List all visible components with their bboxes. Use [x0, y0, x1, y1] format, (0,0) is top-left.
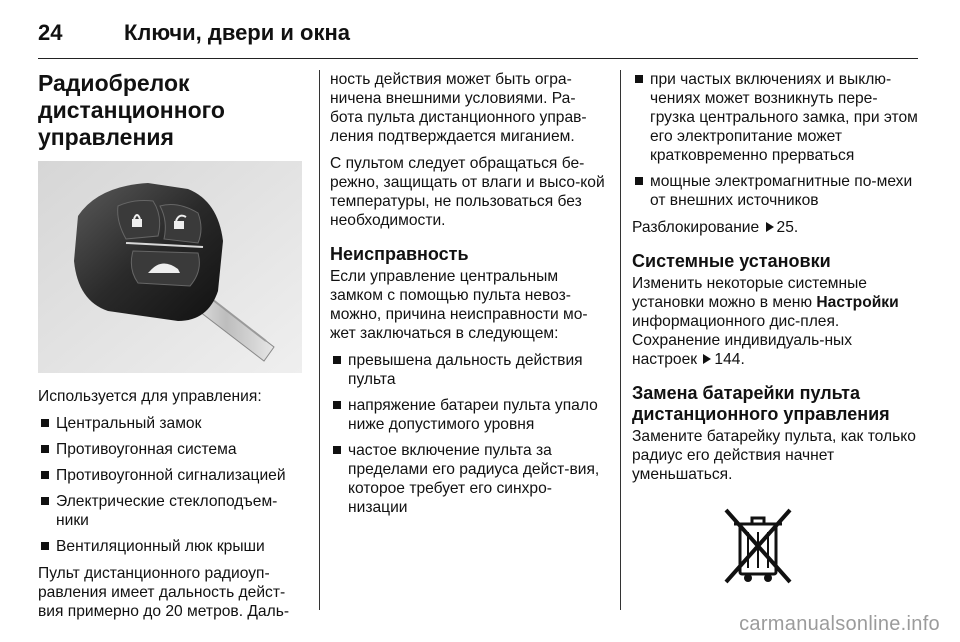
column-divider: [620, 70, 621, 610]
page-header: [38, 12, 918, 54]
battery-heading: Замена батарейки пульта дистанционного управления: [632, 383, 890, 424]
list-item: при частых включениях и выклю-чениях может возникнуть пере-грузка центрального замка, при этом его электропитание может кратковременно прерваться: [632, 70, 920, 165]
section-title: Радиобрелок дистанционного управления: [38, 70, 225, 150]
crossed-out-bin-icon: [718, 502, 798, 598]
paragraph: С пультом следует обращаться бе-режно, защищать от влаги и высо-кой температуры, не пользоваться без необходимости.: [330, 155, 605, 229]
paragraph: ность действия может быть огра-ничена внешними условиями. Ра-бота пульта дистанционного управ-ления подтверждается миганием.: [330, 71, 587, 145]
column-2: [330, 70, 608, 525]
list-item: превышена дальность действия пульта: [330, 351, 608, 389]
range-text: Пульт дистанционного радиоуп-равления имеет дальность дейст-вия примерно до 20 метров. Даль-: [38, 565, 290, 620]
page-number: 24: [38, 20, 63, 45]
header-rule: [38, 58, 918, 59]
settings-text: Изменить некоторые системные установки можно в меню Настройки информационного дис-плея. Сохранение индивидуаль-ных настроек 144.: [632, 275, 899, 368]
list-item: Вентиляционный люк крыши: [38, 537, 308, 556]
chapter-title: Ключи, двери и окна: [124, 20, 350, 45]
page-reference-arrow-icon: [766, 222, 774, 232]
intro-text: Используется для управления:: [38, 388, 262, 405]
unlock-reference: Разблокирование 25.: [632, 219, 799, 236]
page-reference-arrow-icon: [703, 354, 711, 364]
list-item: Противоугонная система: [38, 440, 308, 459]
list-item: частое включение пульта за пределами его радиуса дейст-вия, которое требует его синхро-низации: [330, 441, 608, 517]
battery-text: Замените батарейку пульта, как только радиус его действия начнет уменьшаться.: [632, 428, 916, 483]
list-item: Электрические стеклоподъем-ники: [38, 492, 308, 530]
fault-heading: Неисправность: [330, 244, 469, 264]
faults-list: [330, 351, 608, 517]
column-divider: [319, 70, 320, 610]
list-item: напряжение батареи пульта упало ниже допустимого уровня: [330, 396, 608, 434]
list-item: Противоугонной сигнализацией: [38, 466, 308, 485]
settings-menu-name: Настройки: [816, 294, 899, 311]
watermark: carmanualsonline.info: [739, 613, 940, 635]
remote-key-image: [38, 161, 302, 373]
uses-list: [38, 414, 308, 556]
list-item: мощные электромагнитные по-мехи от внешних источников: [632, 172, 920, 210]
column-3: [632, 70, 920, 598]
column-1: [38, 70, 308, 629]
faults-list-continued: [632, 70, 920, 210]
paragraph: Если управление центральным замком с помощью пульта невоз-можно, причина неисправности мо-жет заключаться в следующем:: [330, 268, 588, 342]
settings-heading: Системные установки: [632, 251, 831, 271]
list-item: Центральный замок: [38, 414, 308, 433]
